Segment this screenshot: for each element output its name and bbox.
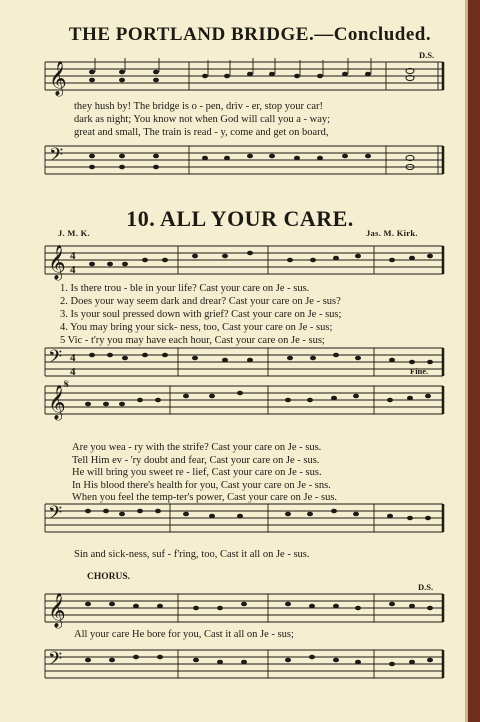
lyricist-credit: J. M. K. — [58, 228, 90, 238]
music-staff-top-treble — [0, 58, 450, 100]
composer-credit: Jas. M. Kirk. — [366, 228, 418, 238]
svg-text:𝄞: 𝄞 — [48, 245, 66, 280]
svg-text:𝄢: 𝄢 — [48, 649, 63, 674]
music-staff-second-bass — [0, 500, 450, 542]
verse-line: 5 Vic - t'ry you may have each hour, Cast your care on Je - sus; — [60, 335, 325, 346]
hymn-title: 10. ALL YOUR CARE. — [126, 206, 354, 231]
music-staff-chorus-bass — [0, 646, 450, 686]
top-lyric-line: dark as night; You know not when God will call you a - way; — [74, 114, 331, 125]
svg-text:4: 4 — [70, 250, 76, 262]
second-lyrics-block — [72, 442, 337, 505]
chorus-line: All your care He bore for you, Cast it all on Je - sus; — [74, 629, 294, 640]
verse-line: 4. You may bring your sick- ness, too, Cast your care on Je - sus; — [60, 322, 333, 333]
ds-mark-chorus: D.S. — [418, 582, 434, 592]
svg-text:𝄢: 𝄢 — [48, 503, 63, 528]
book-page-edge — [465, 0, 468, 722]
second-verse-line: Are you wea - ry with the strife? Cast your care on Je - sus. — [72, 442, 322, 453]
chorus-label: CHORUS. — [87, 572, 131, 582]
music-staff-verse-treble — [0, 242, 450, 284]
svg-text:𝄞: 𝄞 — [48, 593, 66, 628]
song-title-portland-bridge: THE PORTLAND BRIDGE.—Concluded. — [68, 24, 432, 45]
music-staff-second-treble — [0, 376, 450, 418]
verse-line: 3. Is your soul pressed down with grief? Cast your care on Je - sus; — [60, 309, 342, 320]
top-lyrics-block — [74, 100, 330, 139]
verse-line: 1. Is there trou - ble in your life? Cast your care on Je - sus. — [60, 283, 310, 294]
music-staff-top-bass — [0, 142, 450, 184]
svg-text:𝄋: 𝄋 — [64, 377, 70, 391]
refrain-line: Sin and sick-ness, suf - f'ring, too, Cast it all on Je - sus. — [74, 549, 310, 560]
svg-text:4: 4 — [70, 366, 76, 378]
svg-text:𝄞: 𝄞 — [48, 385, 66, 420]
top-lyric-line: great and small, The train is read - y, come and get on board, — [74, 127, 329, 138]
ds-mark-top: D.S. — [419, 50, 435, 60]
svg-text:𝄢: 𝄢 — [49, 145, 64, 170]
svg-text:4: 4 — [70, 352, 76, 364]
svg-text:𝄢: 𝄢 — [48, 347, 63, 372]
music-staff-chorus-treble — [0, 592, 450, 628]
second-verse-line: Tell Him ev - 'ry doubt and fear, Cast your care on Je - sus. — [72, 454, 320, 466]
verse-lyrics-block — [60, 282, 341, 347]
top-lyric-line: they hush by! The bridge is o - pen, driv - er, stop your car! — [74, 101, 323, 112]
svg-text:4: 4 — [70, 264, 76, 276]
fine-mark: Fine. — [410, 366, 429, 376]
verse-line: 2. Does your way seem dark and drear? Cast your care on Je - sus? — [60, 296, 341, 307]
second-verse-line: When you feel the temp-ter's power, Cast your care on Je - sus. — [72, 492, 338, 503]
second-verse-line: He will bring you sweet re - lief, Cast your care on Je - sus. — [72, 467, 322, 478]
book-binding-edge — [468, 0, 480, 722]
second-verse-line: In His blood there's health for you, Cast your care on Je - sns. — [72, 479, 331, 491]
svg-text:𝄞: 𝄞 — [49, 61, 67, 96]
